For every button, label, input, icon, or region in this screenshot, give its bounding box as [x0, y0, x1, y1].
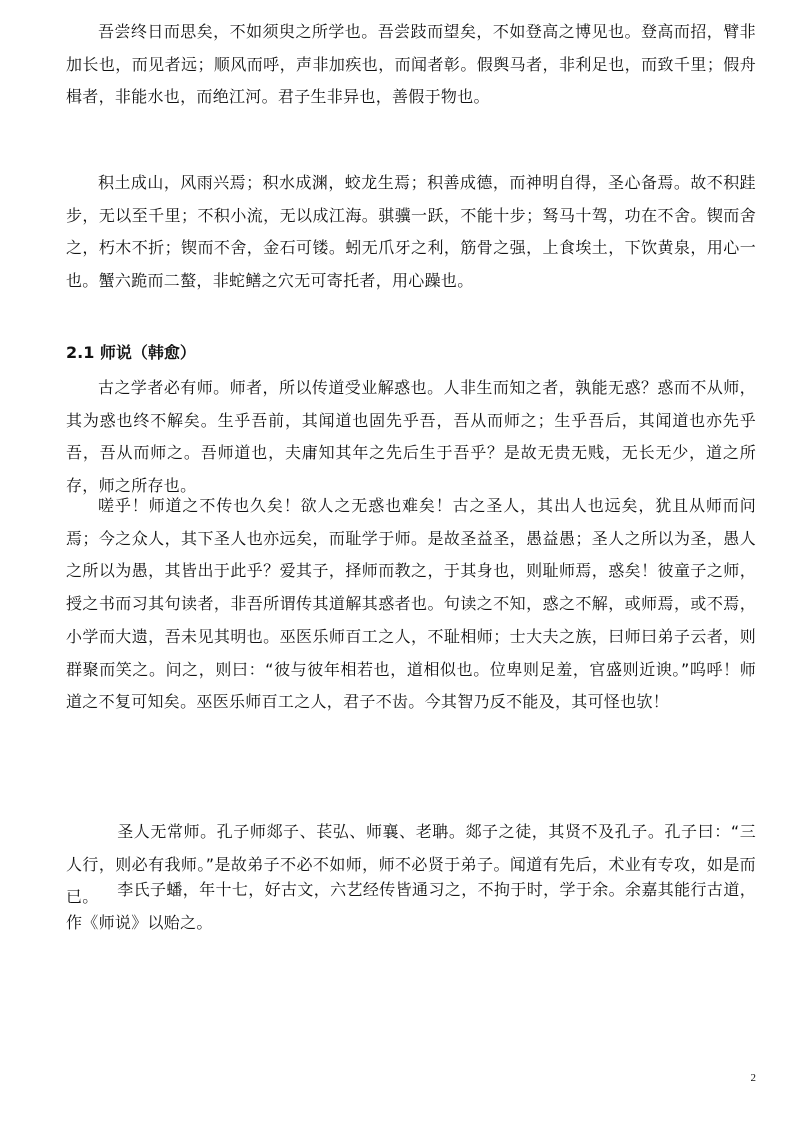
section-heading: 2.1 师说（韩愈） — [66, 343, 196, 362]
paragraph-sages-teachers: 圣人无常师。孔子师郯子、苌弘、师襄、老聃。郯子之徒，其贤不及孔子。孔子曰：“三人行，则必有我师。”是故弟子不必不如师，师不必贤于弟子。闻道有先后，术业有专攻，如是而已。 — [66, 822, 756, 907]
paragraph-need-for-teachers: 古之学者必有师。师者，所以传道受业解惑也。人非生而知之者，孰能无惑？惑而不从师，其为惑也终不解矣。生乎吾前，其闻道也固先乎吾，吾从而师之；生乎吾后，其闻道也亦先乎吾，吾从而师之。吾师道也，夫庸知其年之先后生于吾乎？是故无贵无贱，无长无少，道之所存，师之所存也。 — [66, 378, 756, 496]
paragraph-lament: 嗟乎！师道之不传也久矣！欲人之无惑也难矣！古之圣人，其出人也远矣，犹且从师而问焉；今之众人，其下圣人也亦远矣，而耻学于师。是故圣益圣，愚益愚；圣人之所以为圣，愚人之所以为愚，其皆出于此乎？爱其子，择师而教之，于其身也，则耻师焉，惑矣！彼童子之师，授之书而习其句读者，非吾所谓传其道解其惑者也。句读之不知，惑之不解，或师焉，或不焉，小学而大遗，吾未见其明也。巫医乐师百工之人，不耻相师；士大夫之族，曰师曰弟子云者，则群聚而笑之。问之，则曰：“彼与彼年相若也，道相似也。位卑则足羞，官盛则近谀。”呜呼！师道之不复可知矣。巫医乐师百工之人，君子不齿。今其智乃反不能及，其可怪也欤！ — [66, 496, 756, 712]
page-number: 2 — [750, 1072, 756, 1084]
paragraph-learning-by-borrowing: 吾尝终日而思矣，不如须臾之所学也。吾尝跂而望矣，不如登高之博见也。登高而招，臂非加长也，而见者远；顺风而呼，声非加疾也，而闻者彰。假舆马者，非利足也，而致千里；假舟楫者，非能水也，而绝江河。君子生非异也，善假于物也。 — [66, 22, 756, 107]
paragraph-li-pan: 李氏子蟠，年十七，好古文，六艺经传皆通习之，不拘于时，学于余。余嘉其能行古道，作《师说》以贻之。 — [66, 880, 756, 932]
paragraph-accumulation: 积土成山，风雨兴焉；积水成渊，蛟龙生焉；积善成德，而神明自得，圣心备焉。故不积跬步，无以至千里；不积小流，无以成江海。骐骥一跃，不能十步；驽马十驾，功在不舍。锲而舍之，朽木不折；锲而不舍，金石可镂。蚓无爪牙之利，筋骨之强，上食埃土，下饮黄泉，用心一也。蟹六跪而二螯，非蛇鳝之穴无可寄托者，用心躁也。 — [66, 173, 756, 291]
